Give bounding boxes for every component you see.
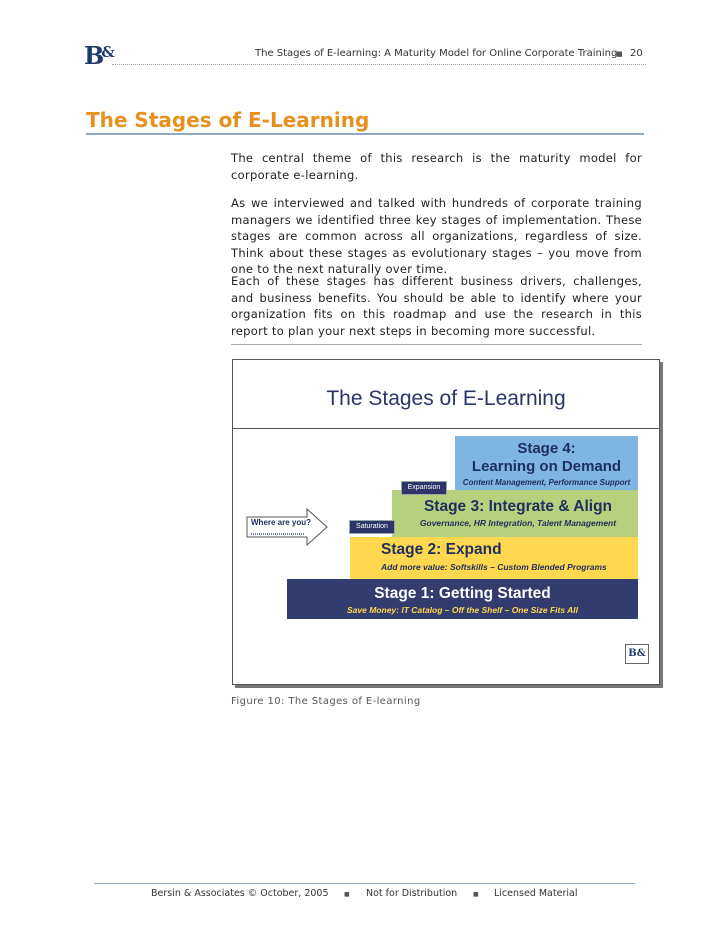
running-title: The Stages of E-learning: A Maturity Model for Online Corporate Training bbox=[255, 48, 618, 59]
arrow-label: Where are you? bbox=[251, 518, 312, 527]
footer-separator-2: ■ bbox=[473, 891, 479, 898]
stage-2-subtitle: Add more value: Softskills – Custom Blended Programs bbox=[381, 562, 607, 572]
paragraph-2: As we interviewed and talked with hundreds of corporate training managers we identified three key stages of implementation. These stages are common across all organizations, regardless of size. Think about these stages as evolutionary stages – you move from one to the next naturally over time. bbox=[231, 196, 642, 276]
stage-2-title: Stage 2: Expand bbox=[381, 541, 502, 558]
logo-ampersand: & bbox=[101, 43, 115, 61]
page-number: 20 bbox=[630, 48, 643, 59]
stage-4-title-line-2: Learning on Demand bbox=[471, 458, 622, 475]
header-separator: ■ bbox=[616, 50, 623, 58]
figure-logo: B& bbox=[625, 644, 649, 664]
text-rule bbox=[231, 344, 642, 345]
section-title: The Stages of E-Learning bbox=[86, 108, 370, 132]
paragraph-1: The central theme of this research is the maturity model for corporate e-learning. bbox=[231, 151, 642, 182]
header-rule bbox=[112, 64, 646, 65]
company-logo bbox=[84, 41, 118, 71]
stage-4-subtitle: Content Management, Performance Support bbox=[462, 478, 631, 487]
footer-copyright: Bersin & Associates © October, 2005 bbox=[151, 888, 329, 899]
stage-4-title bbox=[455, 440, 638, 476]
stage-3-title: Stage 3: Integrate & Align bbox=[423, 498, 613, 515]
saturation-tag: Saturation bbox=[349, 520, 395, 534]
figure-title-rule bbox=[233, 428, 659, 429]
stage-1-title: Stage 1: Getting Started bbox=[374, 585, 551, 602]
footer-distribution: Not for Distribution bbox=[366, 888, 458, 899]
arrow-right-icon bbox=[243, 507, 329, 547]
expansion-tag: Expansion bbox=[401, 481, 447, 495]
footer-license: Licensed Material bbox=[494, 888, 578, 899]
stage-3-subtitle: Governance, HR Integration, Talent Management bbox=[419, 518, 617, 528]
stages-figure bbox=[232, 359, 660, 685]
logo-letter: B bbox=[84, 41, 105, 70]
stage-1-subtitle: Save Money: IT Catalog – Off the Shelf – One Size Fits All bbox=[347, 605, 578, 615]
figure-caption: Figure 10: The Stages of E-learning bbox=[231, 696, 421, 707]
footer-rule bbox=[94, 883, 635, 884]
stage-4-title-line-1: Stage 4: bbox=[517, 440, 576, 457]
figure-title: The Stages of E-Learning bbox=[326, 387, 566, 410]
title-rule bbox=[86, 133, 644, 135]
paragraph-3: Each of these stages has different business drivers, challenges, and business benefits. You should be able to identify where your organization fits on this roadmap and use the research in this report to plan your next steps in becoming more successful. bbox=[231, 274, 642, 338]
footer-separator-1: ■ bbox=[344, 891, 350, 898]
